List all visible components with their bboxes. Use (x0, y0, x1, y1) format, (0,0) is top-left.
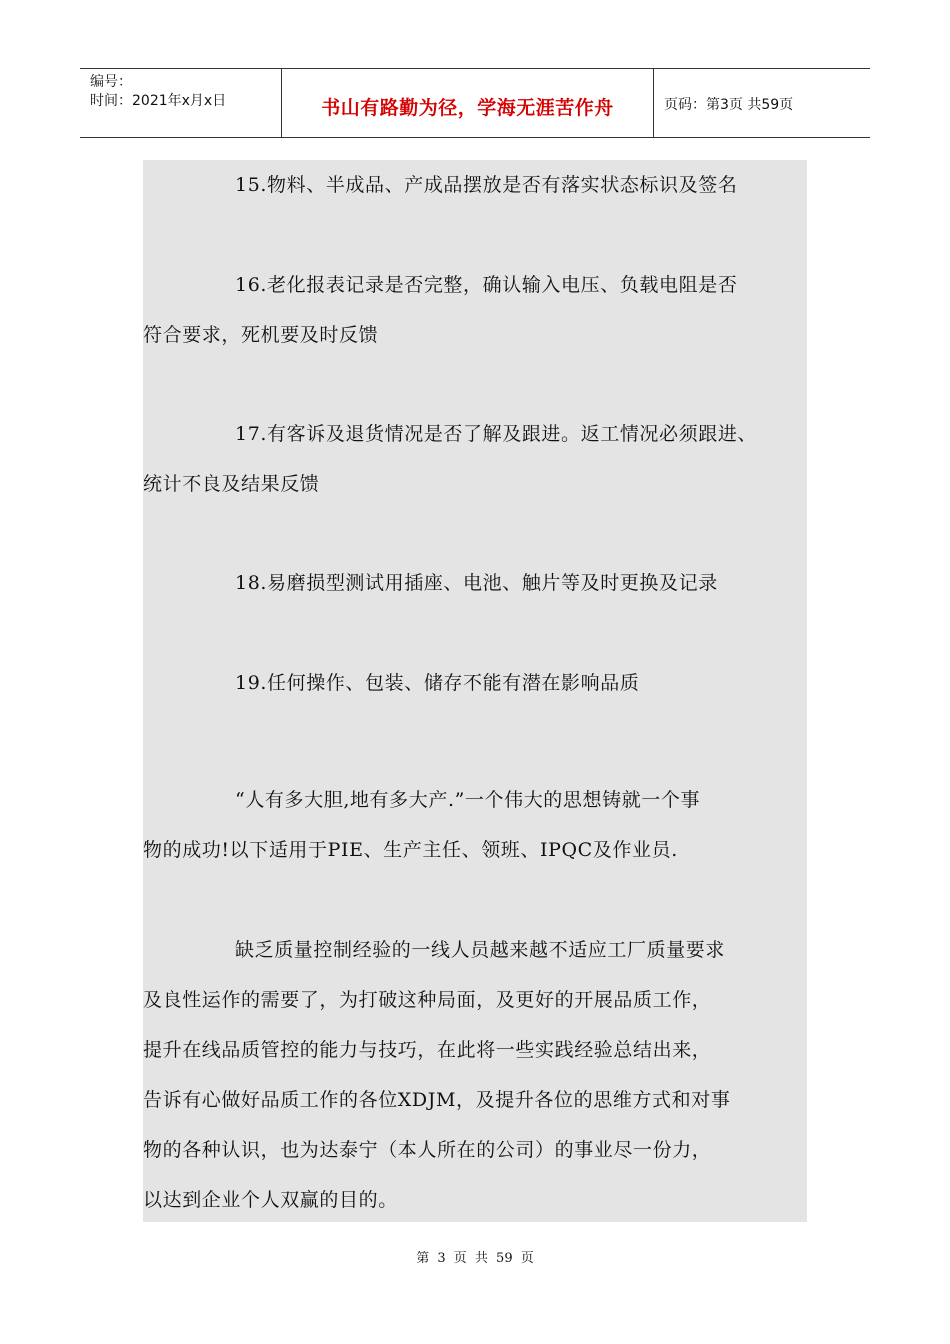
page-header (80, 68, 870, 138)
header-page-info: 页码：第3页 共59页 (664, 97, 794, 113)
header-meta-cell (80, 69, 282, 137)
header-motto-cell (282, 69, 654, 137)
paragraph-line: 提升在线品质管控的能力与技巧，在此将一些实践经验总结出来， (143, 1039, 712, 1061)
paragraph-line: 17.有客诉及退货情况是否了解及跟进。返工情况必须跟进、 (235, 423, 758, 445)
paragraph-line: 符合要求，死机要及时反馈 (143, 324, 379, 346)
paragraph-line: “人有多大胆,地有多大产.”一个伟大的思想铸就一个事 (235, 789, 701, 811)
header-page-cell (654, 69, 870, 137)
paragraph-line: 及良性运作的需要了，为打破这种局面，及更好的开展品质工作， (143, 989, 712, 1011)
paragraph-line: 15.物料、半成品、产成品摆放是否有落实状态标识及签名 (235, 174, 738, 196)
page-footer: 第 3 页 共 59 页 (416, 1251, 534, 1266)
paragraph-line: 物的各种认识，也为达泰宁（本人所在的公司）的事业尽一份力， (143, 1139, 712, 1161)
paragraph-line: 告诉有心做好品质工作的各位XDJM，及提升各位的思维方式和对事 (143, 1089, 731, 1111)
document-number-label: 编号： (90, 74, 132, 90)
paragraph-line: 16.老化报表记录是否完整，确认输入电压、负载电阻是否 (235, 274, 738, 296)
document-body (143, 160, 807, 1222)
paragraph-line: 以达到企业个人双赢的目的。 (143, 1189, 398, 1211)
paragraph-line: 统计不良及结果反馈 (143, 473, 320, 495)
paragraph-line: 19.任何操作、包装、储存不能有潜在影响品质 (235, 672, 640, 694)
document-time-label: 时间：2021年x月x日 (90, 93, 227, 109)
paragraph-line: 物的成功!以下适用于PIE、生产主任、领班、IPQC及作业员. (143, 839, 678, 861)
paragraph-line: 18.易磨损型测试用插座、电池、触片等及时更换及记录 (235, 572, 718, 594)
paragraph-line: 缺乏质量控制经验的一线人员越来越不适应工厂质量要求 (235, 939, 726, 961)
header-motto: 书山有路勤为径，学海无涯苦作舟 (321, 96, 614, 119)
